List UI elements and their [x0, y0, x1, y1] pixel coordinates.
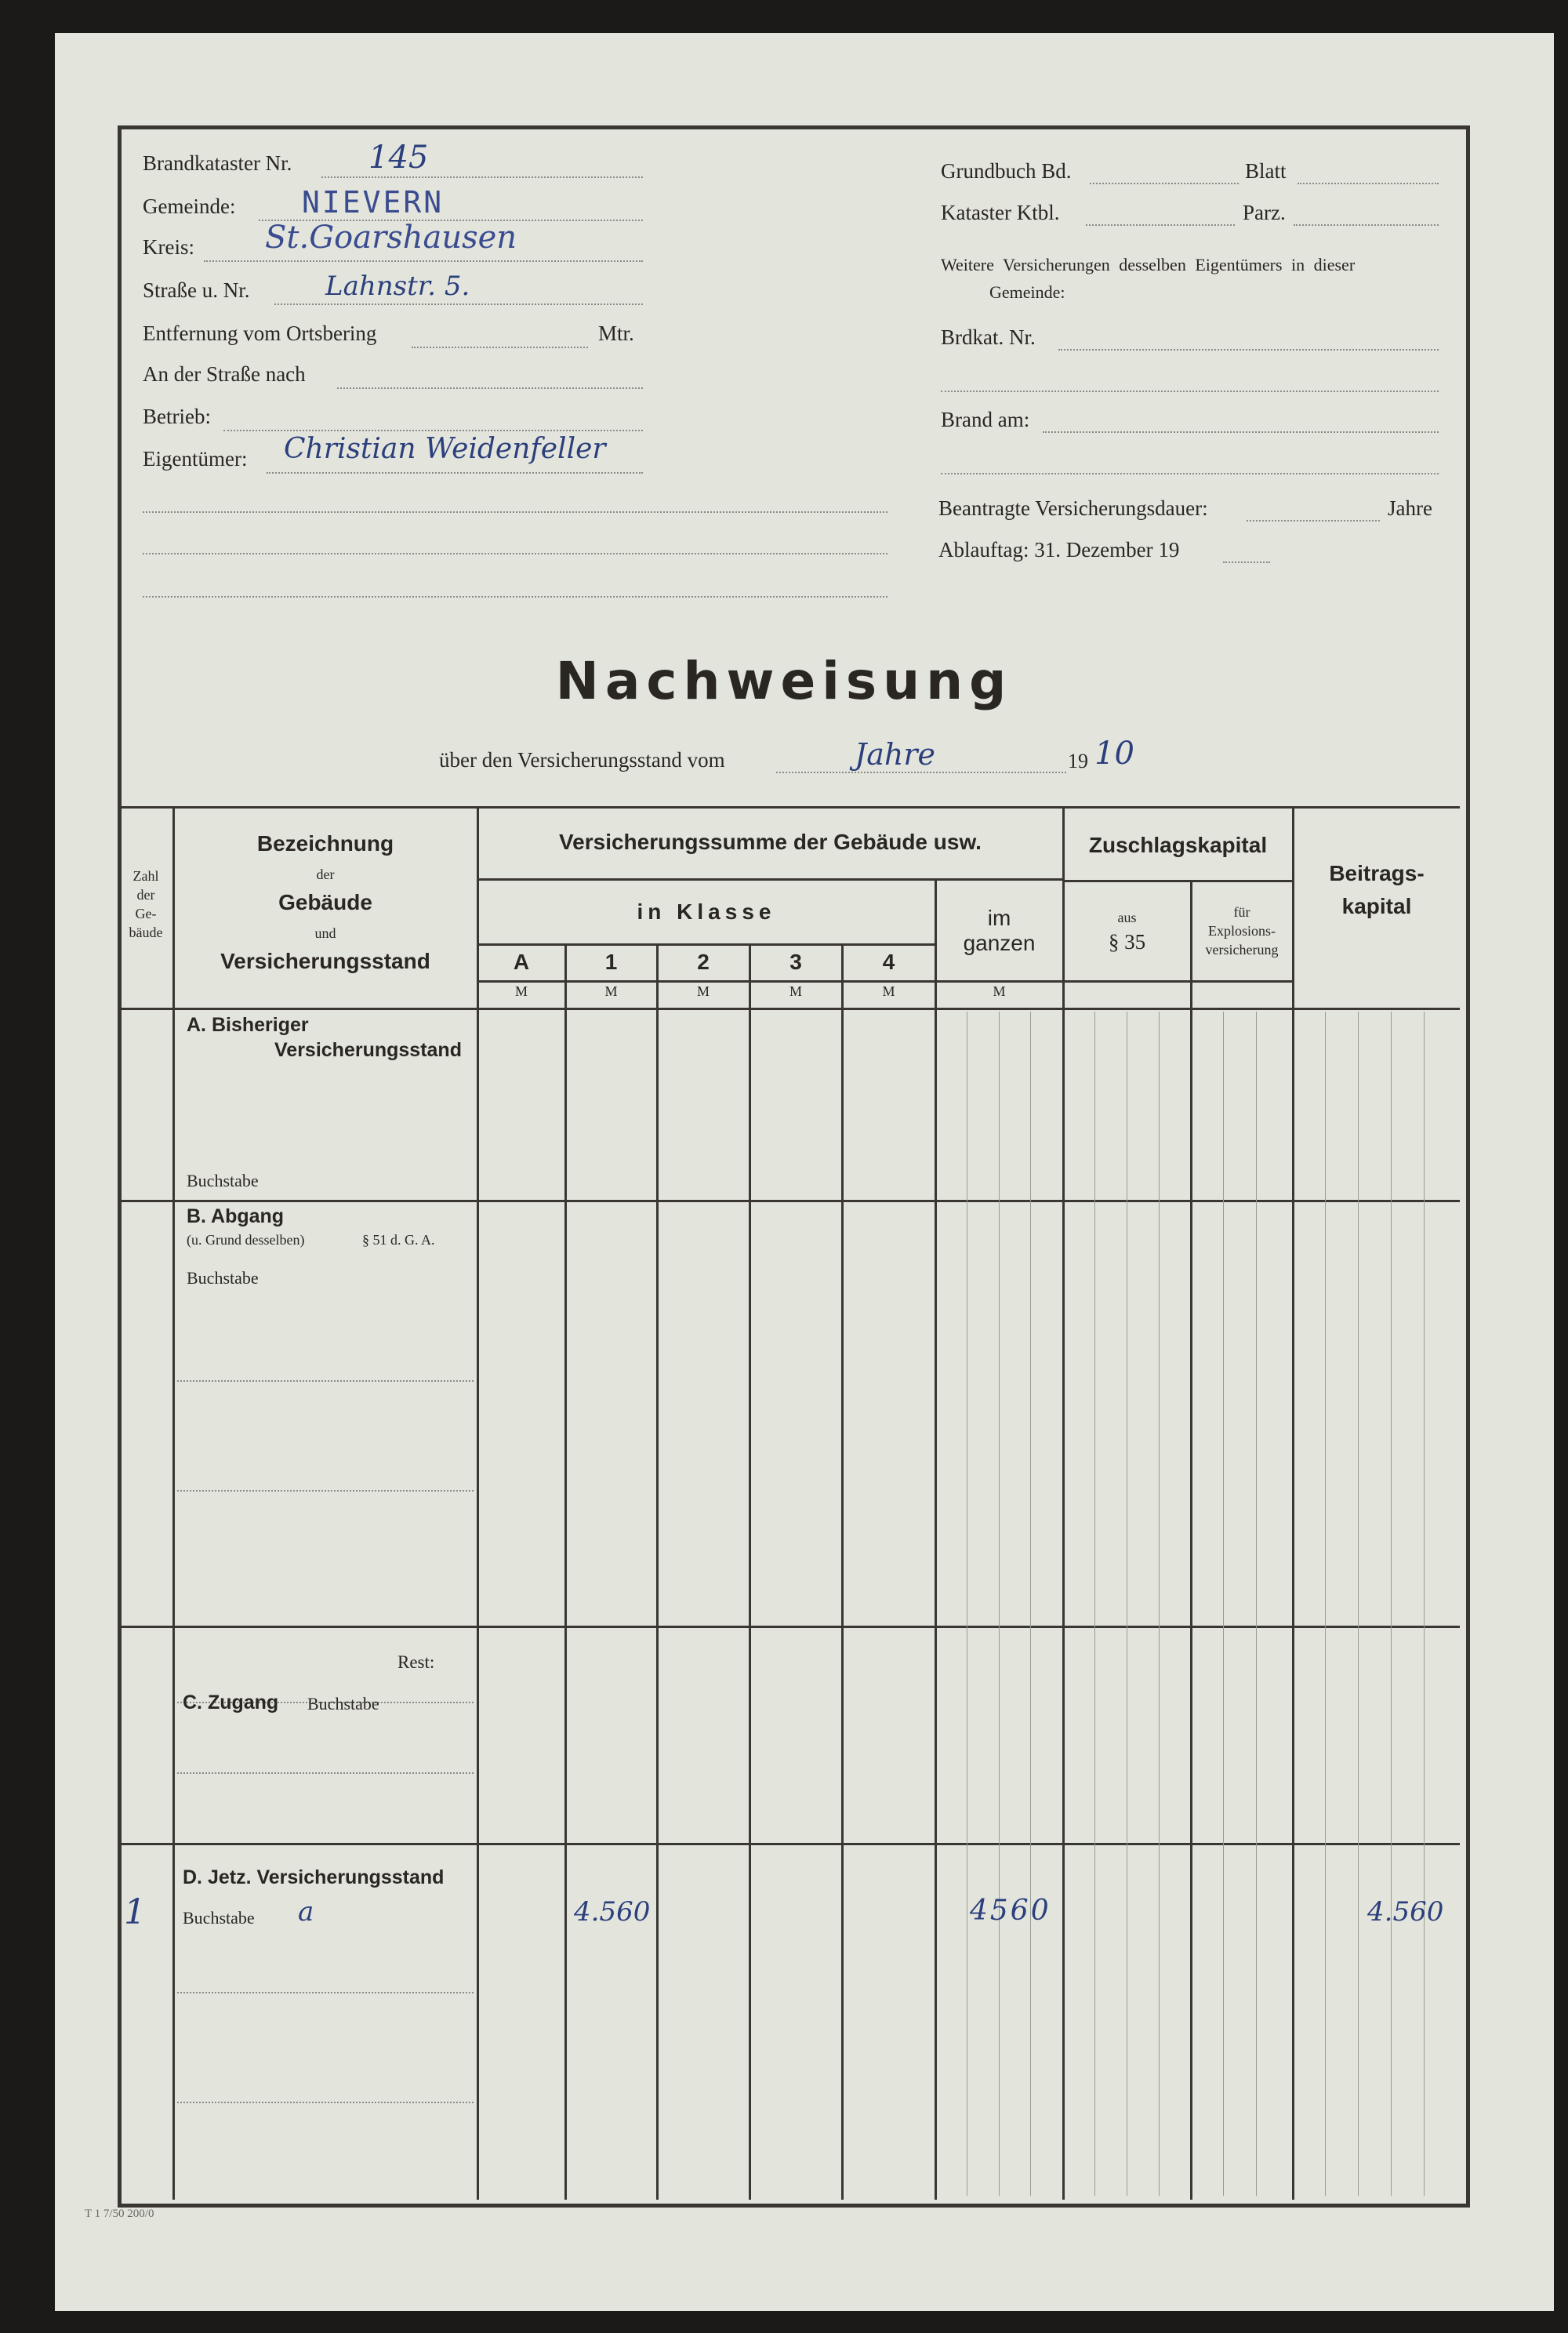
weitere-line1: Weitere Versicherungen desselben Eigentümers in dieser	[941, 255, 1356, 274]
ablauf-label: Ablauftag: 31. Dezember 19	[938, 538, 1180, 561]
entfernung-label: Entfernung vom Ortsbering	[143, 322, 377, 345]
parz-label: Parz.	[1243, 201, 1286, 224]
klasse-4: 4	[882, 950, 895, 974]
page-title: Nachweisung	[555, 651, 1013, 711]
footer-code: T 1 7/50 200/0	[85, 2208, 154, 2220]
weitere-line2: Gemeinde:	[989, 282, 1065, 302]
dotted-line	[1247, 520, 1380, 521]
beitragskapital-2: kapital	[1341, 894, 1412, 918]
col-zahl-2: der	[136, 887, 155, 903]
klasse-3: 3	[789, 950, 802, 974]
eigentuemer-value: Christian Weidenfeller	[284, 433, 606, 465]
col-bez-3: Gebäude	[278, 890, 372, 914]
brandkataster-value: 145	[368, 140, 429, 176]
section-b-sub: (u. Grund desselben)	[187, 1232, 305, 1248]
dauer-label: Beantragte Versicherungsdauer:	[938, 496, 1208, 520]
section-b-ref: § 51 d. G. A.	[362, 1232, 435, 1248]
dotted-line	[177, 1772, 474, 1774]
entfernung-unit: Mtr.	[598, 322, 634, 345]
section-a-buchstabe: Buchstabe	[187, 1171, 259, 1190]
section-a-bottom-line	[118, 1200, 1460, 1202]
table-line	[1325, 1012, 1326, 2196]
grundbuch-label: Grundbuch Bd.	[941, 159, 1072, 183]
table-line	[1065, 880, 1292, 882]
table-line	[1030, 1012, 1031, 2196]
table-line	[1424, 1012, 1425, 2196]
kataster-label: Kataster Ktbl.	[941, 201, 1060, 224]
gemeinde-stamp: NIEVERN	[302, 185, 445, 220]
eigentuemer-label: Eigentümer:	[143, 447, 248, 471]
section-a-line1: A. Bisheriger	[187, 1014, 309, 1036]
beitragskapital-1: Beitrags-	[1329, 861, 1425, 885]
col-zahl-3: Ge-	[135, 906, 157, 921]
unit-1: M	[604, 983, 618, 999]
table-line	[1223, 1012, 1224, 2196]
col-bez-4: und	[314, 925, 336, 941]
year-prefix: 19	[1068, 750, 1088, 772]
dotted-line	[412, 347, 588, 348]
kreis-label: Kreis:	[143, 235, 194, 259]
table-line	[749, 943, 751, 2200]
table-line	[935, 880, 937, 2200]
unit-4: M	[882, 983, 895, 999]
dotted-line	[337, 387, 643, 389]
strasse-value: Lahnstr. 5.	[325, 271, 470, 302]
dotted-line	[143, 596, 887, 598]
kreis-stamp: St.Goarshausen	[265, 220, 517, 256]
section-d-buchstabe-value: a	[298, 1896, 314, 1928]
col-zahl-1: Zahl	[132, 868, 159, 884]
table-line	[1292, 806, 1294, 2200]
section-b-bottom-line	[118, 1626, 1460, 1628]
section-c-title: C. Zugang	[183, 1692, 279, 1713]
betrieb-label: Betrieb:	[143, 405, 211, 428]
section-c-bottom-line	[118, 1843, 1460, 1845]
table-line	[478, 943, 937, 946]
im-ganzen-1: im	[987, 906, 1011, 930]
section-d-title: D. Jetz. Versicherungsstand	[183, 1866, 445, 1888]
table-line	[1358, 1012, 1359, 2196]
section-d-buchstabe: Buchstabe	[183, 1908, 255, 1928]
im-ganzen-2: ganzen	[963, 931, 1036, 955]
zuschlagskapital-header: Zuschlagskapital	[1088, 833, 1268, 857]
dotted-line	[204, 260, 643, 262]
table-line	[564, 943, 567, 2200]
table-line	[999, 1012, 1000, 2196]
dotted-line	[1086, 224, 1235, 226]
strasse-label: Straße u. Nr.	[143, 278, 250, 302]
table-line	[841, 943, 844, 2200]
col-bez-2: der	[316, 867, 335, 882]
subtitle-value: Jahre	[855, 737, 936, 772]
dotted-line	[177, 1992, 474, 1993]
dotted-line	[267, 472, 643, 474]
dauer-unit: Jahre	[1388, 496, 1432, 520]
dotted-line	[1090, 183, 1239, 184]
dotted-line	[177, 2102, 474, 2103]
subtitle-label: über den Versicherungsstand vom	[439, 748, 725, 772]
fuer-1: für	[1233, 904, 1250, 920]
dotted-line	[177, 1490, 474, 1492]
table-line	[656, 943, 659, 2200]
dotted-line	[776, 772, 1066, 773]
table-line	[1190, 880, 1192, 2200]
brandkataster-label: Brandkataster Nr.	[143, 151, 292, 175]
table-line	[172, 806, 175, 2200]
gemeinde-label: Gemeinde:	[143, 194, 236, 218]
unit-im-ganzen: M	[993, 983, 1006, 999]
dotted-line	[1058, 349, 1439, 351]
brdkat-label: Brdkat. Nr.	[941, 325, 1036, 349]
section-b-title: B. Abgang	[187, 1205, 285, 1227]
dotted-line	[321, 176, 643, 178]
section-c-buchstabe: Buchstabe	[307, 1694, 379, 1713]
dotted-line	[1223, 561, 1270, 563]
dotted-line	[941, 473, 1439, 474]
rest-label: Rest:	[397, 1652, 435, 1672]
table-line	[1094, 1012, 1095, 2196]
fuer-3: versicherung	[1205, 942, 1279, 958]
klasse-1: 1	[604, 950, 618, 974]
blatt-label: Blatt	[1245, 159, 1287, 183]
section-b-buchstabe: Buchstabe	[187, 1268, 259, 1288]
dotted-line	[1043, 431, 1439, 433]
table-line	[1391, 1012, 1392, 2196]
brand-label: Brand am:	[941, 408, 1030, 431]
dotted-line	[143, 553, 887, 554]
dotted-line	[223, 430, 643, 431]
dotted-line	[143, 511, 887, 513]
dotted-line	[177, 1380, 474, 1382]
in-klasse-header: in Klasse	[637, 899, 776, 924]
table-header-bottom-line	[118, 1008, 1460, 1010]
col-bez-5: Versicherungsstand	[220, 949, 430, 973]
table-line	[478, 878, 1062, 881]
an-der-strasse-label: An der Straße nach	[143, 362, 306, 386]
col-bez-1: Bezeichnung	[256, 831, 394, 856]
section-a-line2: Versicherungsstand	[274, 1039, 462, 1061]
klasse-2: 2	[697, 950, 710, 974]
year-suffix: 10	[1094, 736, 1134, 772]
dotted-line	[941, 391, 1439, 392]
aus-label: aus	[1117, 910, 1137, 925]
unit-2: M	[696, 983, 710, 999]
fuer-2: Explosions-	[1207, 923, 1276, 939]
klasse-a: A	[513, 950, 530, 974]
table-line	[478, 980, 1294, 983]
unit-3: M	[789, 983, 802, 999]
table-line	[1159, 1012, 1160, 2196]
versicherungssumme-header: Versicherungssumme der Gebäude usw.	[559, 830, 982, 854]
table-top-line	[118, 806, 1460, 809]
section-d-klasse1: 4.560	[574, 1896, 651, 1928]
col-zahl-4: bäude	[129, 925, 163, 940]
table-line	[1062, 806, 1065, 2200]
dotted-line	[1294, 224, 1439, 226]
dotted-line	[274, 303, 643, 305]
paragraph-35: § 35	[1108, 930, 1146, 954]
section-d-im-ganzen: 4560	[970, 1895, 1051, 1927]
section-d-beitragskapital: 4.560	[1367, 1896, 1444, 1928]
unit-a: M	[514, 983, 528, 999]
section-d-zahl: 1	[124, 1892, 146, 1932]
table-line	[477, 806, 479, 2200]
dotted-line	[1298, 183, 1439, 184]
table-line	[1256, 1012, 1257, 2196]
